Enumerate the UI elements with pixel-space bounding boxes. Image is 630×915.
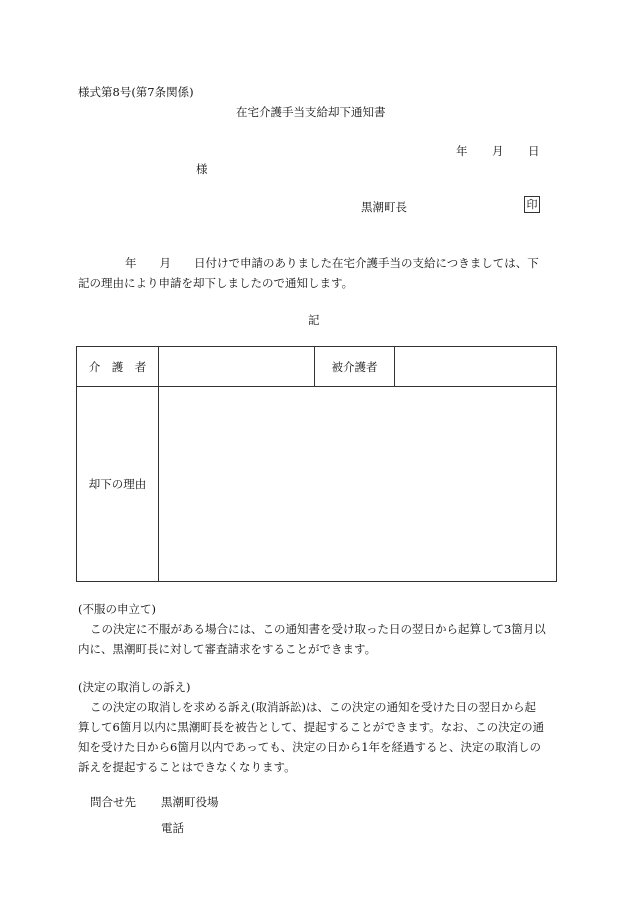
ki-heading: 記 [308,313,320,327]
notice-line: 記の理由により申請を却下しましたので通知します。 [78,276,354,290]
date-year: 年 [456,144,468,158]
reason-label: 却下の理由 [77,387,159,582]
contact-label: 問合せ先 [90,795,136,809]
revocation-heading: (決定の取消しの訴え) [78,680,191,694]
notice-body [78,253,556,293]
objection-section [78,599,556,659]
form-number: 様式第8号(第7条関係) [78,85,194,99]
detail-table [76,346,557,582]
caregiver-label: 介 護 者 [77,347,159,387]
objection-heading: (不服の申立て) [78,602,156,616]
revocation-line: この決定の取消しを求める訴え(取消訴訟)は、この決定の通知を受けた日の翌日から起 [90,700,536,714]
care-recipient-label: 被介護者 [315,347,395,387]
revocation-line: 知を受けた日から6箇月以内であっても、決定の日から1年を経過すると、決定の取消しの [78,740,542,754]
contact-phone-label: 電話 [161,821,184,835]
seal-mark: 印 [524,196,540,213]
document-title: 在宅介護手当支給却下通知書 [236,105,386,119]
revocation-line: 算して6箇月以内に黒潮町長を被告として、提起することができます。なお、この決定の通 [78,720,545,734]
objection-line: この決定に不服がある場合には、この通知書を受け取った日の翌日から起算して3箇月以 [90,622,546,636]
date-month: 月 [492,144,504,158]
caregiver-field[interactable] [159,347,315,387]
objection-line: 内に、黒潮町長に対して審査請求をすることができます。 [78,642,377,656]
reason-field[interactable] [159,387,557,582]
issuer: 黒潮町長 [361,200,407,214]
contact-office: 黒潮町役場 [161,795,219,809]
revocation-line: 訴えを提起することはできなくなります。 [78,760,296,774]
care-recipient-field[interactable] [395,347,557,387]
revocation-section [78,677,556,777]
date-day: 日 [528,144,540,158]
notice-line: 年 月 日付けで申請のありました在宅介護手当の支給につきましては、下 [125,256,539,270]
addressee-suffix: 様 [196,162,208,176]
